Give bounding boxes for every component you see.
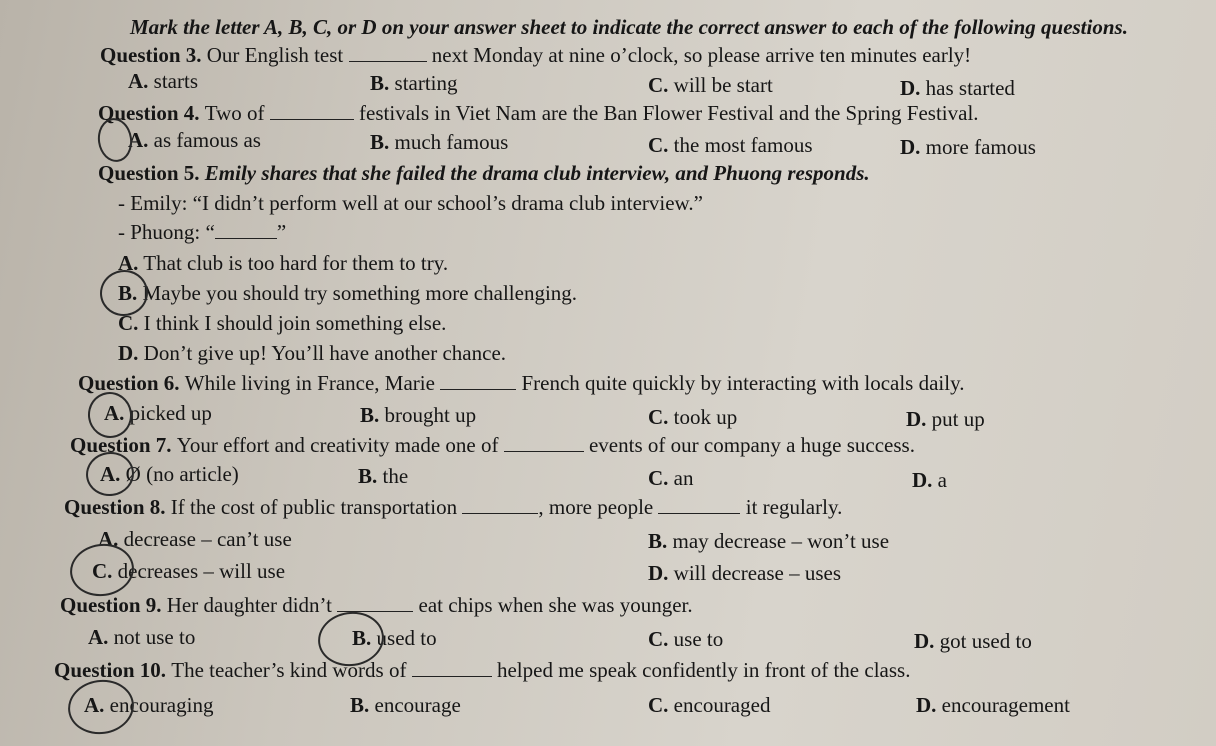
dialogue-text: - Phuong: “ [118,220,215,244]
option-text: got used to [939,629,1032,653]
option-a[interactable] [128,127,261,153]
question-9 [60,592,693,618]
option-letter: D. [900,76,921,100]
option-d[interactable] [912,467,947,493]
option-d[interactable] [914,628,1032,654]
option-text: decreases – will use [117,559,286,583]
option-letter: C. [648,627,669,651]
question-stem: While living in France, Marie [184,371,435,395]
answer-blank [337,593,413,612]
question-label: Question 9. [60,593,162,617]
option-b[interactable] [350,692,461,718]
option-d[interactable] [118,340,506,366]
option-c[interactable] [648,404,737,430]
option-letter: B. [360,403,380,427]
dialogue-text: ” [276,220,287,244]
question-stem: French quite quickly by interacting with locals daily. [521,371,965,395]
question-stem: helped me speak confidently in front of the class. [496,658,911,682]
option-text: encourage [374,693,461,717]
option-b[interactable] [648,528,889,554]
option-letter: A. [104,401,125,425]
option-text: put up [931,407,985,431]
option-letter: D. [912,468,933,492]
option-d[interactable] [648,560,841,586]
option-text: more famous [925,135,1036,159]
handwritten-circle [65,676,138,739]
option-text: Maybe you should try something more challenging. [142,281,578,305]
question-stem: Our English test [206,43,344,67]
option-c[interactable] [648,132,813,158]
option-d[interactable] [916,692,1070,718]
option-text: has started [925,76,1015,100]
option-letter: A. [128,69,149,93]
option-text: encouragement [941,693,1070,717]
instruction-text: Mark the letter A, B, C, or D on your answer sheet to indicate the correct answer to each of the following questions. [130,15,1128,39]
option-text: much famous [394,130,509,154]
option-text: encouraged [673,693,771,717]
option-b[interactable] [370,129,508,155]
question-label: Question 5. [98,161,200,185]
option-text: picked up [129,401,212,425]
option-a[interactable] [98,526,292,552]
option-b[interactable] [370,70,458,96]
option-letter: A. [100,462,121,486]
option-b[interactable] [118,280,577,306]
question-6 [78,370,964,396]
option-letter: C. [118,311,139,335]
option-letter: B. [648,529,668,553]
option-letter: D. [900,135,921,159]
question-stem: Your effort and creativity made one of [176,433,499,457]
option-d[interactable] [900,75,1015,101]
question-stem: , more people [538,495,654,519]
option-c[interactable] [118,310,446,336]
question-3 [100,42,971,68]
answer-blank [440,371,516,390]
question-stem: The teacher’s kind words of [171,658,407,682]
option-text: took up [673,405,738,429]
option-text: the most famous [673,133,813,157]
option-text: as famous as [153,128,261,152]
option-text: encouraging [109,693,214,717]
option-letter: D. [914,629,935,653]
option-letter: A. [98,527,119,551]
option-letter: C. [648,73,669,97]
dialogue-phuong [118,219,286,245]
answer-blank [349,43,427,62]
option-text: starts [153,69,198,93]
option-text: the [382,464,409,488]
option-text: will be start [673,73,773,97]
question-stem: festivals in Viet Nam are the Ban Flower Festival and the Spring Festival. [359,101,979,125]
option-letter: A. [128,128,149,152]
option-text: Ø (no article) [125,462,239,486]
option-d[interactable] [906,406,985,432]
option-letter: B. [118,281,138,305]
option-text: Don’t give up! You’ll have another chance. [143,341,507,365]
question-stem: Emily shares that she failed the drama club interview, and Phuong responds. [204,161,870,185]
answer-blank [658,495,740,514]
option-text: starting [394,71,458,95]
question-label: Question 10. [54,658,167,682]
answer-blank [215,220,277,239]
option-letter: B. [358,464,378,488]
answer-blank [504,433,584,452]
option-b[interactable] [358,463,408,489]
option-text: used to [376,626,437,650]
option-letter: B. [370,71,390,95]
question-8 [64,494,842,520]
option-c[interactable] [648,72,773,98]
option-text: an [673,466,694,490]
option-letter: C. [648,466,669,490]
option-text: I think I should join something else. [143,311,447,335]
answer-blank [412,658,492,677]
option-a[interactable] [128,68,198,94]
question-label: Question 3. [100,43,202,67]
option-letter: B. [370,130,390,154]
option-d[interactable] [900,134,1036,160]
option-letter: D. [118,341,139,365]
option-letter: B. [350,693,370,717]
option-text: will decrease – uses [673,561,842,585]
answer-blank [462,495,538,514]
question-5 [98,160,870,186]
option-text: That club is too hard for them to try. [143,251,449,275]
question-label: Question 7. [70,433,172,457]
question-label: Question 6. [78,371,180,395]
question-stem: it regularly. [745,495,843,519]
question-label: Question 8. [64,495,166,519]
question-stem: If the cost of public transportation [170,495,458,519]
option-c[interactable] [648,626,723,652]
option-c[interactable] [648,465,694,491]
question-label: Question 4. [98,101,200,125]
option-a[interactable] [88,624,195,650]
option-letter: C. [648,133,669,157]
option-letter: D. [648,561,669,585]
option-letter: C. [648,693,669,717]
option-letter: A. [88,625,109,649]
option-letter: D. [916,693,937,717]
option-text: decrease – can’t use [123,527,292,551]
answer-blank [270,101,354,120]
question-4 [98,100,979,126]
question-stem: events of our company a huge success. [588,433,915,457]
option-a[interactable] [118,250,448,276]
option-letter: A. [84,693,105,717]
question-7 [70,432,915,458]
question-stem: next Monday at nine o’clock, so please arrive ten minutes early! [431,43,972,67]
option-text: not use to [113,625,196,649]
option-b[interactable] [360,402,476,428]
question-stem: Her daughter didn’t [166,593,332,617]
option-c[interactable] [648,692,770,718]
option-letter: D. [906,407,927,431]
option-text: may decrease – won’t use [672,529,890,553]
option-letter: C. [92,559,113,583]
option-letter: A. [118,251,139,275]
option-letter: B. [352,626,372,650]
option-text: a [937,468,947,492]
question-10 [54,657,910,683]
option-text: use to [673,627,724,651]
dialogue-emily: - Emily: “I didn’t perform well at our school’s drama club interview.” [118,191,703,215]
option-text: brought up [384,403,477,427]
question-stem: Two of [204,101,265,125]
question-stem: eat chips when she was younger. [418,593,693,617]
option-letter: C. [648,405,669,429]
